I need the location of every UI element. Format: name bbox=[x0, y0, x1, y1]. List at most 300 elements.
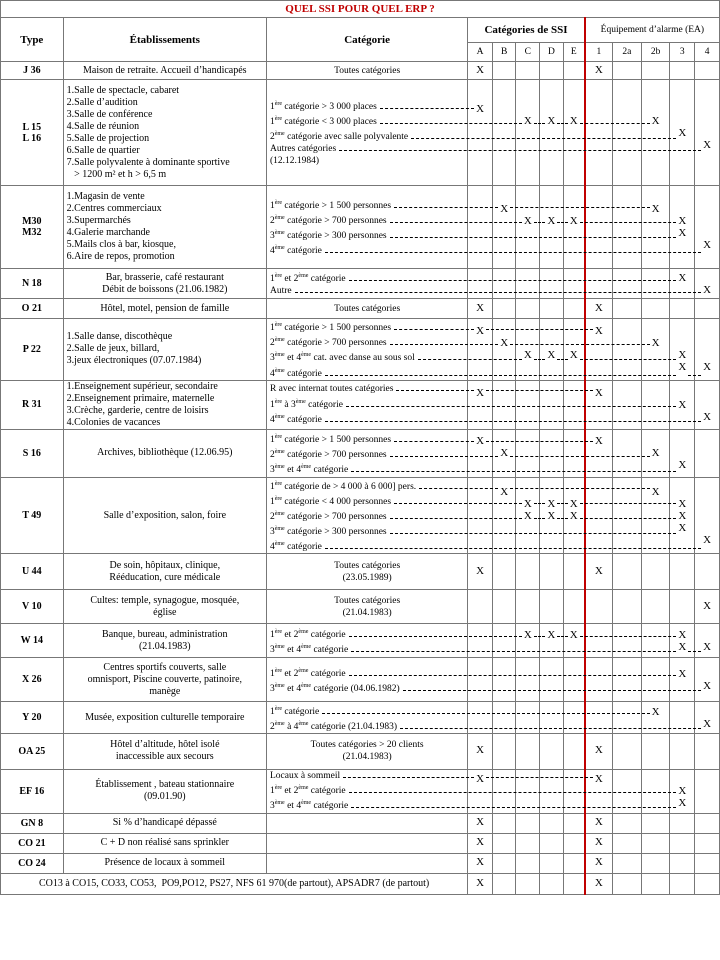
mark-x: X bbox=[678, 521, 687, 534]
mark-cell-2a bbox=[612, 733, 641, 769]
categorie-line bbox=[270, 430, 464, 445]
mark-x: X bbox=[523, 114, 532, 127]
mark-cell-2b bbox=[641, 62, 670, 80]
mark-cell-4 bbox=[695, 477, 720, 554]
mark-cell-A bbox=[468, 733, 493, 769]
categorie-line bbox=[270, 242, 464, 257]
mark-cell-B bbox=[492, 319, 516, 381]
table-row bbox=[1, 186, 720, 269]
mark-cell-4 bbox=[695, 853, 720, 873]
column-header-3: 3 bbox=[670, 43, 695, 62]
mark-x: X bbox=[476, 301, 485, 314]
mark-x: X bbox=[476, 325, 485, 338]
mark-x: X bbox=[594, 836, 603, 849]
leader-dash bbox=[403, 690, 701, 691]
categorie-line bbox=[270, 395, 464, 410]
mark-cell-A bbox=[468, 813, 493, 833]
mark-cell-1 bbox=[585, 833, 613, 853]
leader-dash bbox=[394, 207, 498, 208]
mark-x: X bbox=[500, 447, 509, 460]
mark-cell-1 bbox=[585, 62, 613, 80]
mark-cell-A bbox=[468, 833, 493, 853]
categorie-text: 3ème et 4ème cat. avec danse au sous sol bbox=[269, 352, 415, 364]
mark-x: X bbox=[703, 361, 712, 374]
table-row bbox=[1, 319, 720, 381]
row-etablissement bbox=[63, 658, 266, 702]
mark-cell-D bbox=[540, 590, 564, 624]
etablissement-line: Si % d’handicapé dépassé bbox=[112, 817, 217, 829]
categorie-line bbox=[270, 446, 464, 461]
categorie-line: (23.05.1989) bbox=[342, 572, 392, 583]
categorie-text: 2ème catégorie > 700 personnes bbox=[269, 448, 387, 460]
mark-cell-3 bbox=[670, 62, 695, 80]
row-type-text: OA 25 bbox=[18, 745, 46, 757]
mark-x: X bbox=[523, 628, 532, 641]
row-etablissement bbox=[63, 702, 266, 733]
etablissement-line: 2.Salle d’audition bbox=[66, 96, 138, 108]
row-type bbox=[1, 477, 64, 554]
mark-cell-2a bbox=[612, 269, 641, 299]
row-type bbox=[1, 702, 64, 733]
row-categorie bbox=[266, 186, 467, 269]
mark-cell-B bbox=[492, 186, 516, 269]
mark-cell-3 bbox=[670, 833, 695, 853]
row-type-text: W 14 bbox=[20, 635, 43, 647]
mark-x: X bbox=[594, 856, 603, 869]
table-row bbox=[1, 554, 720, 590]
mark-x: X bbox=[651, 203, 660, 215]
categorie-line bbox=[270, 782, 464, 797]
categorie-line bbox=[270, 538, 464, 553]
leader-dash bbox=[418, 359, 522, 360]
mark-cell-A bbox=[468, 590, 493, 624]
mark-x: X bbox=[476, 435, 485, 448]
mark-cell-C bbox=[516, 813, 540, 833]
leader-dash bbox=[580, 503, 676, 504]
mark-cell-1 bbox=[585, 590, 613, 624]
mark-cell-2b bbox=[641, 624, 670, 658]
mark-x: X bbox=[651, 114, 660, 127]
categorie-text: 2ème à 4ème catégorie (21.04.1983) bbox=[269, 720, 398, 732]
mark-cell-D bbox=[540, 62, 564, 80]
mark-x: X bbox=[594, 63, 603, 76]
row-etablissement bbox=[63, 853, 266, 873]
mark-cell-D bbox=[540, 319, 564, 381]
header-etablissements: Établissements bbox=[63, 18, 266, 62]
leader-dash bbox=[510, 207, 649, 208]
row-categorie bbox=[266, 624, 467, 658]
leader-dash bbox=[557, 503, 568, 504]
categorie-line bbox=[270, 364, 464, 379]
categorie-text: 2ème catégorie > 700 personnes bbox=[269, 337, 387, 349]
table-row bbox=[1, 80, 720, 186]
mark-cell-C bbox=[516, 62, 540, 80]
mark-cell-2a bbox=[612, 624, 641, 658]
row-type-text: V 10 bbox=[22, 601, 42, 613]
mark-cell-C bbox=[516, 624, 540, 658]
categorie-line bbox=[270, 334, 464, 349]
row-etablissement bbox=[63, 590, 266, 624]
row-categorie bbox=[266, 590, 467, 624]
categorie-text: R avec internat toutes catégories bbox=[269, 384, 394, 395]
mark-x: X bbox=[703, 717, 712, 730]
mark-cell-A bbox=[468, 186, 493, 269]
mark-cell-C bbox=[516, 554, 540, 590]
row-categorie bbox=[266, 733, 467, 769]
categorie-text: Locaux à sommeil bbox=[269, 771, 341, 782]
categorie-line bbox=[270, 319, 464, 334]
mark-cell-2b bbox=[641, 733, 670, 769]
mark-cell-E bbox=[563, 658, 585, 702]
categorie-line bbox=[270, 523, 464, 538]
leader-dash bbox=[396, 390, 474, 391]
mark-x: X bbox=[678, 398, 687, 411]
row-type bbox=[1, 658, 64, 702]
leader-dash bbox=[510, 488, 649, 489]
leader-dash bbox=[486, 777, 593, 778]
row-etablissement bbox=[63, 319, 266, 381]
table-row bbox=[1, 624, 720, 658]
etablissement-line: manège bbox=[149, 685, 181, 697]
row-type bbox=[1, 769, 64, 813]
mark-x: X bbox=[500, 337, 509, 350]
column-header-2b: 2b bbox=[641, 43, 670, 62]
mark-x: X bbox=[594, 386, 603, 399]
categorie-text: 4ème catégorie bbox=[269, 245, 322, 257]
leader-dash bbox=[346, 406, 676, 407]
etablissement-line: 1.Salle de spectacle, cabaret bbox=[66, 84, 180, 96]
categorie-line bbox=[270, 461, 464, 476]
etablissement-line: > 1200 m² et h > 6,5 m bbox=[66, 168, 167, 180]
etablissement-line: Archives, bibliothèque (12.06.95) bbox=[97, 447, 233, 459]
table-row bbox=[1, 873, 720, 894]
leader-dash bbox=[580, 636, 676, 637]
etablissement-line: 5.Salle de projection bbox=[66, 132, 150, 144]
categorie-line bbox=[270, 411, 464, 426]
mark-cell-D bbox=[540, 873, 564, 894]
table-row bbox=[1, 833, 720, 853]
mark-cell-B bbox=[492, 813, 516, 833]
categorie-line bbox=[270, 285, 464, 297]
mark-cell-B bbox=[492, 833, 516, 853]
categorie-text: 3ème et 4ème catégorie bbox=[269, 643, 349, 656]
categorie-line bbox=[270, 270, 464, 285]
row-type-text: O 21 bbox=[21, 303, 42, 314]
etablissement-line: Débit de boissons (21.06.1982) bbox=[102, 283, 228, 295]
row-etablissement bbox=[1, 873, 468, 894]
row-etablissement bbox=[63, 380, 266, 429]
mark-x: X bbox=[678, 271, 687, 284]
etablissement-line: 4.Salle de réunion bbox=[66, 120, 140, 132]
mark-cell-D bbox=[540, 554, 564, 590]
row-categorie bbox=[266, 813, 467, 833]
mark-cell-C bbox=[516, 853, 540, 873]
mark-x: X bbox=[703, 640, 712, 653]
leader-dash bbox=[390, 533, 677, 534]
mark-cell-E bbox=[563, 554, 585, 590]
categorie-text: 4ème catégorie bbox=[269, 413, 322, 425]
header-categorie: Catégorie bbox=[266, 18, 467, 62]
categorie-text: 1ère catégorie > 1 500 personnes bbox=[269, 322, 392, 334]
mark-x: X bbox=[476, 856, 485, 869]
row-type bbox=[1, 833, 64, 853]
mark-cell-B bbox=[492, 299, 516, 319]
row-type-text: P 22 bbox=[22, 343, 41, 355]
categorie-text: 2ème catégorie avec salle polyvalente bbox=[269, 131, 409, 143]
row-type bbox=[1, 62, 64, 80]
etablissement-line: 4.Galerie marchande bbox=[66, 227, 150, 238]
mark-x: X bbox=[476, 744, 485, 757]
row-type-text: U 44 bbox=[21, 566, 42, 578]
leader-dash bbox=[557, 359, 568, 360]
categorie-line bbox=[270, 493, 464, 508]
etablissement-line: 3.Salle de conférence bbox=[66, 108, 153, 120]
leader-dash bbox=[390, 237, 677, 238]
leader-dash bbox=[557, 123, 568, 124]
leader-dash bbox=[349, 280, 677, 281]
mark-cell-2b bbox=[641, 186, 670, 269]
leader-dash bbox=[390, 344, 499, 345]
mark-x: X bbox=[476, 876, 485, 889]
categorie-line bbox=[270, 718, 464, 733]
mark-cell-E bbox=[563, 873, 585, 894]
etablissement-line: 7.Salle polyvalente à dominante sportive bbox=[66, 156, 230, 168]
mark-x: X bbox=[476, 564, 485, 577]
mark-x: X bbox=[476, 773, 485, 786]
mark-cell-E bbox=[563, 833, 585, 853]
mark-x: X bbox=[547, 349, 556, 362]
row-etablissement bbox=[63, 269, 266, 299]
mark-cell-E bbox=[563, 813, 585, 833]
row-type bbox=[1, 853, 64, 873]
row-type bbox=[1, 733, 64, 769]
row-type bbox=[1, 299, 64, 319]
mark-cell-2a bbox=[612, 873, 641, 894]
row-etablissement bbox=[63, 429, 266, 477]
mark-x: X bbox=[594, 564, 603, 577]
etablissement-line: inaccessible aux secours bbox=[115, 751, 214, 763]
mark-cell-3 bbox=[670, 853, 695, 873]
leader-dash bbox=[580, 518, 676, 519]
categorie-text: 1ère et 2ème catégorie bbox=[269, 667, 346, 679]
leader-dash bbox=[349, 792, 677, 793]
row-type-text: L 16 bbox=[22, 132, 42, 144]
row-type-text: M32 bbox=[22, 227, 42, 238]
row-type bbox=[1, 269, 64, 299]
mark-cell-D bbox=[540, 624, 564, 658]
categorie-line bbox=[270, 680, 464, 695]
mark-cell-4 bbox=[695, 873, 720, 894]
mark-cell-3 bbox=[670, 80, 695, 186]
row-type-text: T 49 bbox=[22, 510, 42, 522]
leader-dash bbox=[390, 456, 499, 457]
leader-dash bbox=[349, 636, 522, 637]
mark-cell-2a bbox=[612, 813, 641, 833]
categorie-line: (21.04.1983) bbox=[342, 752, 392, 763]
mark-cell-1 bbox=[585, 733, 613, 769]
categorie-line bbox=[270, 508, 464, 523]
mark-x: X bbox=[523, 497, 532, 510]
mark-cell-A bbox=[468, 62, 493, 80]
mark-cell-1 bbox=[585, 624, 613, 658]
leader-dash bbox=[322, 713, 649, 714]
mark-x: X bbox=[678, 497, 687, 510]
mark-cell-2b bbox=[641, 554, 670, 590]
leader-dash bbox=[400, 728, 701, 729]
mark-cell-B bbox=[492, 624, 516, 658]
mark-cell-D bbox=[540, 833, 564, 853]
leader-dash bbox=[339, 150, 701, 151]
etablissement-line: C + D non réalisé sans sprinkler bbox=[100, 837, 229, 849]
mark-cell-C bbox=[516, 80, 540, 186]
mark-cell-2b bbox=[641, 658, 670, 702]
mark-x: X bbox=[569, 114, 578, 127]
mark-x: X bbox=[678, 459, 687, 472]
row-type-text: M30 bbox=[22, 216, 42, 227]
row-categorie bbox=[266, 299, 467, 319]
column-header-2a: 2a bbox=[612, 43, 641, 62]
mark-cell-D bbox=[540, 186, 564, 269]
etablissement-line: 3.jeux électroniques (07.07.1984) bbox=[66, 355, 202, 367]
row-etablissement bbox=[63, 62, 266, 80]
categorie-text: 3ème et 4ème catégorie bbox=[269, 463, 349, 475]
row-etablissement bbox=[63, 186, 266, 269]
leader-dash bbox=[534, 518, 546, 519]
categorie-text: 2ème catégorie > 700 personnes bbox=[269, 510, 387, 523]
etablissement-line: Salle d’exposition, salon, foire bbox=[103, 509, 227, 521]
leader-dash bbox=[557, 518, 568, 519]
mark-x: X bbox=[594, 435, 603, 448]
mark-cell-4 bbox=[695, 319, 720, 381]
mark-x: X bbox=[594, 816, 603, 829]
column-header-1: 1 bbox=[585, 43, 613, 62]
mark-cell-2b bbox=[641, 853, 670, 873]
categorie-line bbox=[270, 155, 464, 167]
mark-cell-A bbox=[468, 80, 493, 186]
leader-dash bbox=[349, 675, 677, 676]
mark-cell-A bbox=[468, 269, 493, 299]
mark-cell-2a bbox=[612, 554, 641, 590]
leader-dash bbox=[534, 636, 546, 637]
row-categorie bbox=[266, 554, 467, 590]
mark-cell-1 bbox=[585, 658, 613, 702]
leader-dash bbox=[351, 651, 676, 652]
mark-x: X bbox=[476, 836, 485, 849]
categorie-line bbox=[270, 797, 464, 812]
mark-x: X bbox=[500, 203, 509, 215]
mark-cell-2a bbox=[612, 658, 641, 702]
mark-cell-C bbox=[516, 833, 540, 853]
leader-dash bbox=[325, 548, 701, 549]
mark-cell-1 bbox=[585, 269, 613, 299]
mark-x: X bbox=[678, 509, 687, 522]
mark-x: X bbox=[678, 667, 687, 680]
mark-cell-4 bbox=[695, 554, 720, 590]
row-categorie bbox=[266, 853, 467, 873]
mark-x: X bbox=[703, 239, 712, 251]
row-type-text: EF 16 bbox=[19, 785, 45, 797]
mark-cell-2a bbox=[612, 833, 641, 853]
leader-dash bbox=[486, 390, 593, 391]
row-categorie bbox=[266, 658, 467, 702]
row-etablissement bbox=[63, 80, 266, 186]
row-etablissement bbox=[63, 299, 266, 319]
leader-dash bbox=[380, 108, 474, 109]
column-header-E: E bbox=[563, 43, 585, 62]
mark-cell-E bbox=[563, 319, 585, 381]
leader-dash bbox=[380, 123, 522, 124]
mark-cell-1 bbox=[585, 853, 613, 873]
mark-cell-B bbox=[492, 658, 516, 702]
row-type-text: J 36 bbox=[23, 65, 41, 76]
mark-cell-2a bbox=[612, 62, 641, 80]
row-categorie bbox=[266, 80, 467, 186]
header-ssi: Catégories de SSI bbox=[468, 18, 585, 43]
leader-dash bbox=[419, 488, 498, 489]
mark-cell-B bbox=[492, 80, 516, 186]
mark-x: X bbox=[678, 785, 687, 798]
categorie-text: 4ème catégorie bbox=[269, 367, 322, 379]
row-type bbox=[1, 590, 64, 624]
etablissement-line: 2.Centres commerciaux bbox=[66, 203, 162, 214]
mark-x: X bbox=[476, 63, 485, 76]
categorie-line bbox=[270, 113, 464, 128]
mark-x: X bbox=[703, 599, 712, 612]
mark-cell-1 bbox=[585, 299, 613, 319]
mark-x: X bbox=[703, 410, 712, 423]
row-categorie bbox=[266, 62, 467, 80]
categorie-text: Autres catégories bbox=[269, 144, 337, 155]
mark-cell-B bbox=[492, 733, 516, 769]
etablissement-line: 6.Aire de repos, promotion bbox=[66, 251, 175, 262]
mark-cell-D bbox=[540, 269, 564, 299]
leader-dash bbox=[580, 359, 676, 360]
etablissement-line: Bar, brasserie, café restaurant bbox=[105, 271, 224, 283]
leader-dash bbox=[390, 518, 522, 519]
mark-cell-2a bbox=[612, 80, 641, 186]
categorie-line: Toutes catégories bbox=[334, 560, 401, 571]
etablissement-line: 6.Salle de quartier bbox=[66, 144, 140, 156]
etablissement-line: De soin, hôpitaux, clinique, bbox=[109, 559, 221, 571]
etablissement-line: CO13 à CO15, CO33, CO53, PO9,PO12, PS27, NFS 61 970(de partout), APSADR7 (de partout) bbox=[38, 877, 430, 889]
categorie-text: 1ère catégorie > 3 000 places bbox=[269, 100, 377, 112]
mark-cell-2a bbox=[612, 319, 641, 381]
row-etablissement bbox=[63, 769, 266, 813]
mark-x: X bbox=[569, 349, 578, 362]
column-header-B: B bbox=[492, 43, 516, 62]
leader-dash bbox=[534, 503, 546, 504]
leader-dash bbox=[394, 329, 474, 330]
categorie-line bbox=[270, 98, 464, 113]
leader-dash bbox=[688, 375, 701, 376]
mark-cell-C bbox=[516, 319, 540, 381]
categorie-line: Toutes catégories bbox=[334, 65, 401, 76]
etablissement-line: 1.Enseignement supérieur, secondaire bbox=[66, 380, 218, 392]
mark-x: X bbox=[678, 628, 687, 641]
mark-cell-4 bbox=[695, 62, 720, 80]
mark-x: X bbox=[678, 640, 687, 653]
row-type bbox=[1, 429, 64, 477]
categorie-line: Toutes catégories bbox=[334, 595, 401, 606]
row-etablissement bbox=[63, 733, 266, 769]
leader-dash bbox=[325, 252, 701, 253]
mark-x: X bbox=[500, 485, 509, 498]
categorie-text: 3ème catégorie > 300 personnes bbox=[269, 230, 387, 242]
leader-dash bbox=[510, 456, 649, 457]
mark-cell-2a bbox=[612, 299, 641, 319]
row-etablissement bbox=[63, 833, 266, 853]
mark-x: X bbox=[594, 744, 603, 757]
